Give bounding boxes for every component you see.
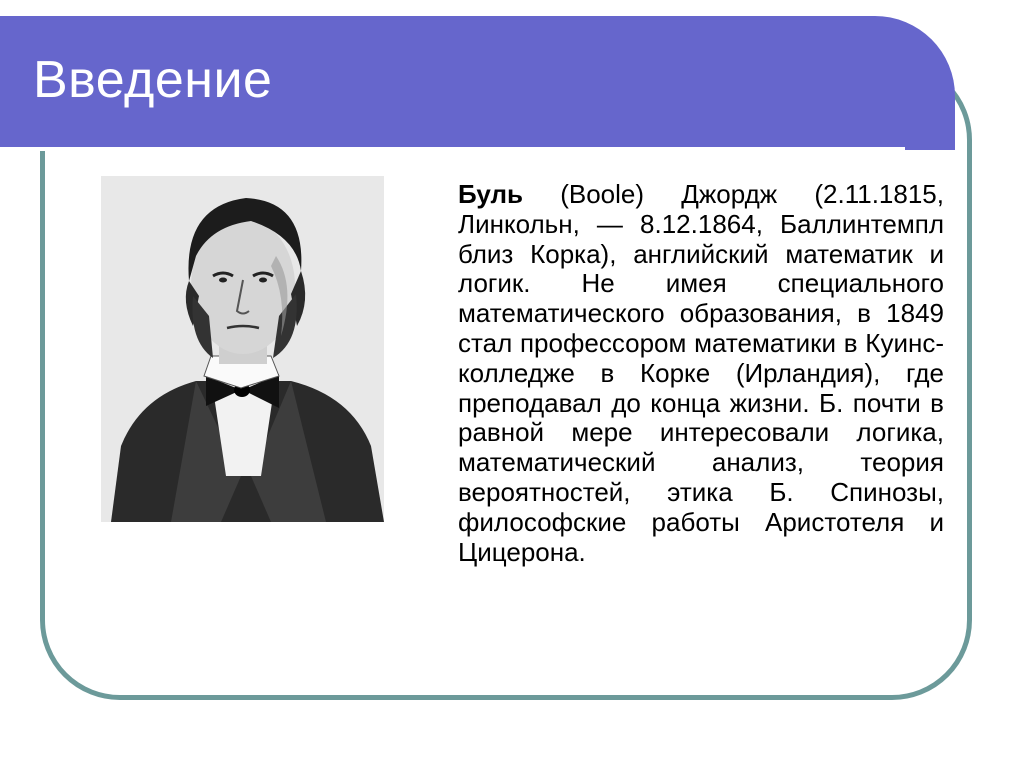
portrait-image (101, 176, 384, 522)
biography-text (458, 180, 944, 567)
portrait-engraving-icon (101, 176, 384, 522)
slide-title: Введение (33, 51, 273, 109)
title-underline (0, 147, 905, 151)
biography-name: Буль (458, 179, 523, 209)
biography-body: (Boole) Джордж (2.11.1815, Линкольн, — 8.12.1864, Баллинтемпл близ Корка), английский математик и логик. Не имея специального математического образования, в 1849 стал профессором математики в Куинс-колледже в Корке (Ирландия), где преподавал до конца жизни. Б. почти в равной мере интересовали логика, математический анализ, теория вероятностей, этика Б. Спинозы, философские работы Аристотеля и Цицерона. (458, 179, 944, 567)
